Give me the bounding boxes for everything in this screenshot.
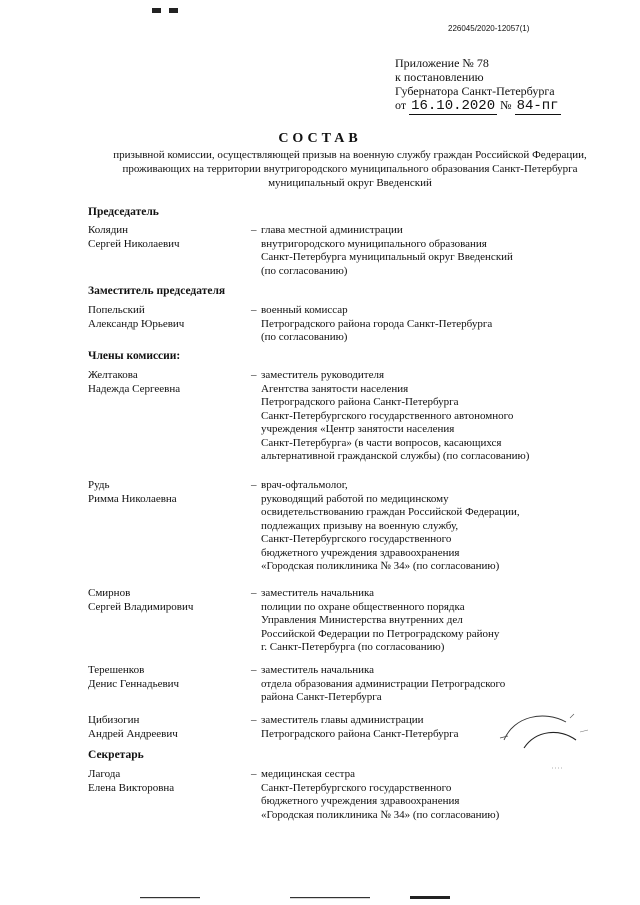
position-line: подлежащих призыву на военную службу,	[261, 519, 459, 532]
position-line: бюджетного учреждения здравоохранения	[261, 546, 460, 559]
position-line: бюджетного учреждения здравоохранения	[261, 795, 460, 807]
position-line: полиции по охране общественного порядка	[261, 600, 465, 613]
decree-number: 84-пг	[516, 98, 559, 114]
position-line: (по согласованию)	[261, 264, 348, 277]
document-number: 226045/2020-12057(1)	[448, 24, 530, 33]
document-subtitle: призывной комиссии, осуществляющей призыв на военную службу граждан Российской Федерации, проживающих на территории внутригородского муниципального образования Санкт-Петербурга муниципальный округ Введенский	[113, 149, 587, 189]
member-given-name: Андрей Андреевич	[88, 727, 178, 740]
member-position	[261, 369, 611, 464]
member-given-name: Денис Геннадьевич	[88, 677, 180, 690]
position-line: (по согласованию)	[261, 331, 348, 343]
position-line: «Городская поликлиника № 34» (по согласованию)	[261, 560, 500, 572]
dash: –	[251, 224, 257, 236]
position-line: освидетельствованию граждан Российской Федерации,	[261, 506, 520, 518]
position-line: заместитель начальника	[261, 587, 375, 599]
member-position	[261, 224, 611, 278]
member-given-name: Александр Юрьевич	[88, 317, 185, 330]
member-name	[88, 369, 248, 396]
position-line: военный комиссар	[261, 304, 348, 316]
position-line: района Санкт-Петербурга	[261, 691, 382, 703]
position-line: Петроградского района города Санкт-Петербурга	[261, 317, 493, 330]
section-chairman: Председатель	[88, 206, 159, 218]
dash: –	[251, 304, 257, 316]
appendix-date-line	[395, 98, 561, 113]
member-given-name: Елена Викторовна	[88, 781, 175, 794]
position-line: заместитель начальника	[261, 664, 375, 676]
section-secretary: Секретарь	[88, 749, 144, 761]
member-given-name: Сергей Николаевич	[88, 237, 180, 250]
member-surname: Попельский	[88, 304, 145, 316]
member-position	[261, 664, 611, 705]
position-line: Санкт-Петербургского государственного автономного	[261, 409, 514, 422]
position-line: руководящий работой по медицинскому	[261, 492, 449, 505]
member-surname: Цибизогин	[88, 714, 140, 726]
appendix-line-2: к постановлению	[395, 70, 484, 84]
document-title: СОСТАВ	[278, 131, 362, 146]
appendix-line-1: Приложение № 78	[395, 56, 489, 70]
position-line: заместитель руководителя	[261, 369, 385, 381]
position-line: альтернативной гражданской службы) (по согласованию)	[261, 450, 530, 462]
appendix-line-3: Губернатора Санкт-Петербурга	[395, 84, 555, 98]
member-surname: Желтакова	[88, 369, 138, 381]
position-line: Санкт-Петербурга муниципальный округ Введенский	[261, 251, 513, 263]
dash: –	[251, 479, 257, 491]
member-surname: Лагода	[88, 768, 121, 780]
bottom-scan-marks	[140, 896, 500, 900]
top-edge-marks	[152, 0, 192, 6]
position-line: Агентства занятости населения	[261, 382, 409, 395]
member-name	[88, 224, 248, 251]
member-position	[261, 479, 611, 574]
member-surname: Колядин	[88, 224, 129, 236]
position-line: «Городская поликлиника № 34» (по согласованию)	[261, 808, 500, 821]
appendix-block	[395, 56, 561, 113]
position-line: г. Санкт-Петербурга (по согласованию)	[261, 641, 445, 653]
section-members: Члены комиссии:	[88, 350, 181, 362]
member-given-name: Сергей Владимирович	[88, 600, 194, 613]
position-line: Санкт-Петербургского государственного	[261, 781, 452, 794]
position-line: медицинская сестра	[261, 768, 355, 780]
dash: –	[251, 768, 257, 780]
section-deputy: Заместитель председателя	[88, 285, 226, 297]
member-surname: Рудь	[88, 479, 110, 491]
position-line: Санкт-Петербургского государственного	[261, 533, 452, 545]
position-line: врач-офтальмолог,	[261, 479, 348, 491]
member-surname: Смирнов	[88, 587, 131, 599]
decree-date: 16.10.2020	[411, 98, 496, 114]
member-given-name: Надежда Сергеевна	[88, 382, 181, 395]
dash: –	[251, 714, 257, 726]
member-given-name: Римма Николаевна	[88, 492, 177, 505]
position-line: Санкт-Петербурга» (в части вопросов, касающихся	[261, 436, 502, 449]
member-name	[88, 479, 248, 506]
position-line: учреждения «Центр занятости населения	[261, 423, 455, 435]
position-line: Петроградского района Санкт-Петербурга	[261, 727, 459, 740]
position-line: заместитель главы администрации	[261, 714, 424, 726]
member-name	[88, 587, 248, 614]
position-line: глава местной администрации	[261, 224, 403, 236]
signature-stamp-mark	[496, 708, 606, 778]
member-name	[88, 714, 248, 741]
member-name	[88, 304, 248, 331]
position-line: Российской Федерации по Петроградскому району	[261, 627, 500, 640]
position-line: внутригородского муниципального образования	[261, 237, 487, 250]
dash: –	[251, 587, 257, 599]
member-position	[261, 304, 611, 345]
member-position	[261, 587, 611, 655]
member-name	[88, 768, 248, 795]
number-prefix: №	[500, 98, 512, 112]
position-line: Петроградского района Санкт-Петербурга	[261, 396, 459, 408]
member-name	[88, 664, 248, 691]
dash: –	[251, 664, 257, 676]
member-surname: Терешенков	[88, 664, 145, 676]
position-line: Управления Министерства внутренних дел	[261, 614, 463, 626]
dash: –	[251, 369, 257, 381]
position-line: отдела образования администрации Петроградского	[261, 677, 506, 690]
date-prefix: от	[395, 98, 407, 112]
